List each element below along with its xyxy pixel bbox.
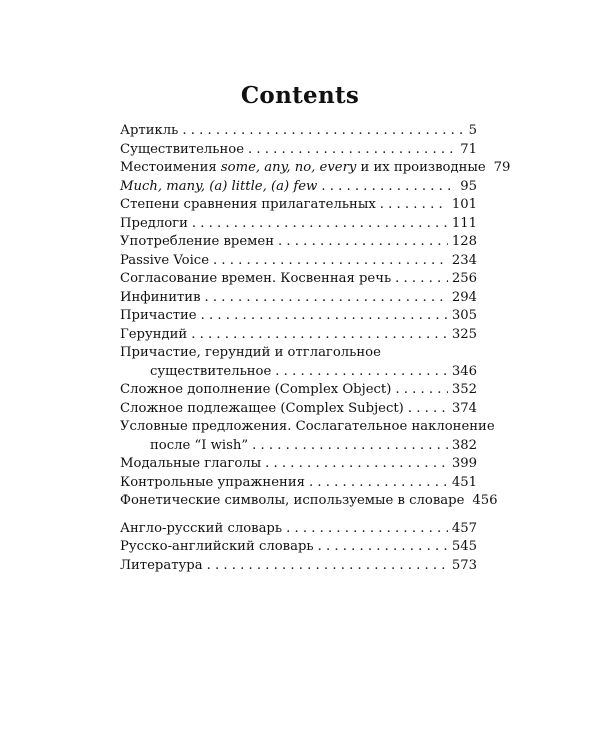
toc-entry-label-line1: Причастие, герундий и отглагольное xyxy=(120,345,381,360)
toc-entry-label-line2: после “I wish” xyxy=(150,437,249,453)
toc-page-number: 95 xyxy=(460,178,477,194)
toc-leader-dots xyxy=(213,252,448,271)
toc-leader-dots xyxy=(207,557,448,576)
toc-entry-label: Существительное xyxy=(120,141,244,157)
toc-entry-label: Употребление времен xyxy=(120,234,275,249)
toc-leader-dots xyxy=(192,215,448,234)
toc-leader-dots xyxy=(182,122,464,141)
toc-entry-noun[interactable] xyxy=(120,141,477,160)
toc-entry-label xyxy=(120,159,486,178)
toc-leader-dots xyxy=(286,520,448,539)
toc-leader-dots xyxy=(309,474,448,493)
toc-page-number: 71 xyxy=(460,141,477,157)
toc-entry-comparison[interactable] xyxy=(120,196,477,215)
toc-entry-label: Степени сравнения прилагательных xyxy=(120,197,376,212)
toc-leader-dots xyxy=(205,289,448,308)
toc-entry-conditionals[interactable] xyxy=(120,418,495,455)
toc-entry-much-many[interactable] xyxy=(120,178,477,197)
toc-entry-label: Модальные глаголы xyxy=(120,456,262,471)
toc-entry-label: Сложное дополнение (Complex Object) xyxy=(120,382,392,397)
toc-entry-label: Контрольные упражнения xyxy=(120,474,305,490)
toc-page-number: 5 xyxy=(468,123,477,138)
toc-page-number: 101 xyxy=(451,197,477,212)
toc-entry-pronouns[interactable] xyxy=(120,159,511,178)
toc-leader-dots xyxy=(321,178,456,197)
toc-entry-label-line1: Условные предложения. Сослагательное наклонение xyxy=(120,419,495,434)
toc-page-number: 382 xyxy=(451,437,477,453)
toc-entry-sequence-of-tenses[interactable] xyxy=(120,270,477,289)
toc-leader-dots xyxy=(395,381,447,400)
toc-entry-modal-verbs[interactable] xyxy=(120,455,477,474)
toc-page-number: 111 xyxy=(451,215,477,231)
toc-entry-literature[interactable] xyxy=(120,557,477,576)
toc-entry-label: Предлоги xyxy=(120,215,188,231)
toc-entry-control-exercises[interactable] xyxy=(120,474,477,493)
toc-entry-infinitive[interactable] xyxy=(120,289,477,308)
toc-entry-label-part: и их производные xyxy=(356,160,486,175)
toc-page-number: 234 xyxy=(451,252,477,268)
toc-page-number: 545 xyxy=(451,539,477,554)
toc-entry-label: Герундий xyxy=(120,326,188,342)
toc-entry-label: Much, many, (a) little, (a) few xyxy=(120,178,318,194)
toc-leader-dots xyxy=(201,307,448,326)
toc-entry-label: Англо-русский словарь xyxy=(120,520,283,536)
toc-page-number: 79 xyxy=(493,160,511,175)
toc-entry-complex-object[interactable] xyxy=(120,381,477,400)
toc-leader-dots xyxy=(265,455,448,474)
toc-page-number: 456 xyxy=(472,493,498,508)
toc-entry-russian-english-dictionary[interactable] xyxy=(120,538,477,557)
toc-leader-dots xyxy=(248,141,456,160)
toc-leader-dots xyxy=(275,363,448,382)
toc-leader-dots xyxy=(191,326,448,345)
table-of-contents xyxy=(120,122,511,575)
toc-page-number: 451 xyxy=(451,474,477,490)
toc-page-number: 352 xyxy=(451,382,477,397)
toc-page-number: 256 xyxy=(451,271,477,286)
toc-leader-dots xyxy=(408,400,448,419)
toc-entry-label: Согласование времен. Косвенная речь xyxy=(120,271,392,286)
toc-page-number: 374 xyxy=(451,400,477,416)
toc-entry-verbal-noun[interactable] xyxy=(120,344,477,381)
toc-entry-gerund[interactable] xyxy=(120,326,477,345)
toc-entry-label: Русско-английский словарь xyxy=(120,539,314,554)
toc-page-number: 128 xyxy=(451,234,477,249)
toc-entry-label: Сложное подлежащее (Complex Subject) xyxy=(120,400,404,416)
toc-entry-label: Литература xyxy=(120,557,203,573)
toc-entry-phonetic-symbols[interactable] xyxy=(120,492,498,511)
toc-leader-dots xyxy=(395,270,448,289)
toc-entry-label: Passive Voice xyxy=(120,252,210,268)
toc-leader-dots xyxy=(278,233,448,252)
toc-entry-label: Фонетические символы, используемые в словаре xyxy=(120,493,465,508)
page-title: Contents xyxy=(240,82,360,109)
toc-page-number: 294 xyxy=(451,289,477,305)
toc-entry-complex-subject[interactable] xyxy=(120,400,477,419)
toc-leader-dots xyxy=(318,538,448,557)
toc-entry-passive-voice[interactable] xyxy=(120,252,477,271)
toc-entry-label: Причастие xyxy=(120,308,197,323)
toc-page-number: 325 xyxy=(451,326,477,342)
toc-page-number: 346 xyxy=(451,363,477,379)
toc-entry-participle[interactable] xyxy=(120,307,477,326)
toc-entry-label-part: Местоимения xyxy=(120,160,221,175)
toc-page-number: 457 xyxy=(451,520,477,536)
toc-entry-prepositions[interactable] xyxy=(120,215,477,234)
toc-leader-dots xyxy=(252,437,448,456)
toc-page-number: 399 xyxy=(451,456,477,471)
toc-entry-label: Инфинитив xyxy=(120,289,201,305)
toc-page-number: 573 xyxy=(451,557,477,573)
toc-entry-label: Артикль xyxy=(120,123,179,138)
toc-entry-english-russian-dictionary[interactable] xyxy=(120,520,477,539)
section-gap xyxy=(120,511,477,520)
toc-entry-label-italic: some, any, no, every xyxy=(220,160,357,175)
toc-entry-label-line2: существительное xyxy=(150,363,272,379)
toc-entry-tenses[interactable] xyxy=(120,233,477,252)
toc-entry-article[interactable] xyxy=(120,122,477,141)
toc-leader-dots xyxy=(380,196,448,215)
toc-page-number: 305 xyxy=(451,308,477,323)
